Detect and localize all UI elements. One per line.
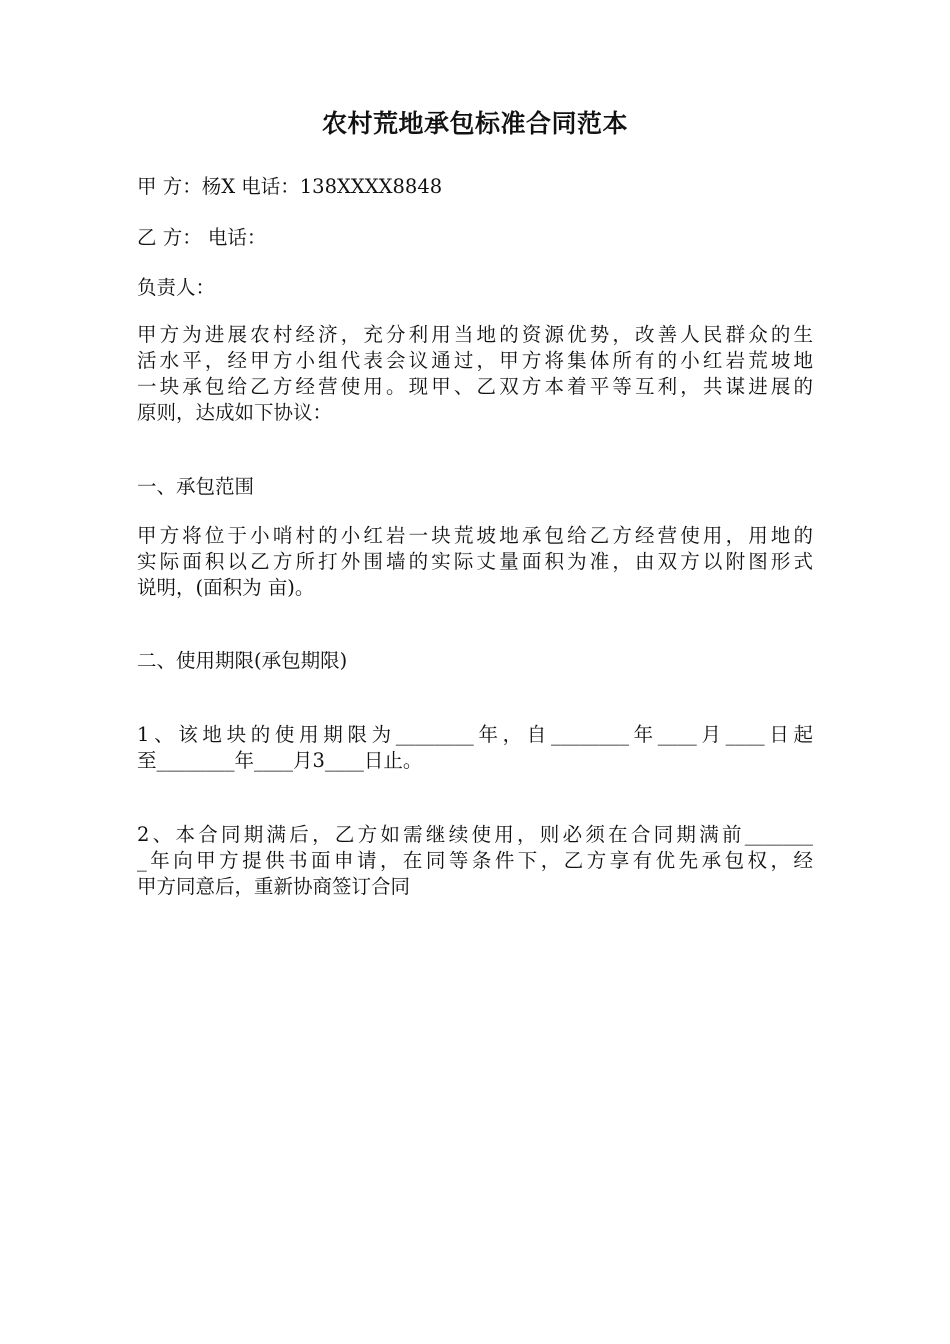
clause2-line: 2、本合同期满后，乙方如需继续使用，则必须在合同期满前_______ xyxy=(137,823,813,846)
clause2-line: 甲方同意后，重新协商签订合同 xyxy=(137,875,411,898)
clause1-line: 1、该地块的使用期限为________年，自________年____月____日起 xyxy=(137,723,813,746)
section1-heading: 一、承包范围 xyxy=(137,475,255,498)
party-a-line: 甲 方：杨X 电话：138XXXX8848 xyxy=(137,175,443,198)
intro-line: 原则，达成如下协议： xyxy=(137,401,333,424)
intro-paragraph xyxy=(137,322,813,426)
section1-line: 甲方将位于小哨村的小红岩一块荒坡地承包给乙方经营使用，用地的 xyxy=(137,524,813,547)
section2-heading: 二、使用期限(承包期限) xyxy=(137,649,348,672)
responsible-person-line: 负责人： xyxy=(137,276,216,299)
intro-line: 活水平，经甲方小组代表会议通过，甲方将集体所有的小红岩荒坡地 xyxy=(137,349,813,372)
intro-line: 一块承包给乙方经营使用。现甲、乙双方本着平等互利，共谋进展的 xyxy=(137,375,813,398)
party-b-line: 乙 方： 电话： xyxy=(137,226,267,249)
section1-line: 实际面积以乙方所打外围墙的实际丈量面积为准，由双方以附图形式 xyxy=(137,550,813,573)
intro-line: 甲方为进展农村经济，充分利用当地的资源优势，改善人民群众的生 xyxy=(137,323,813,346)
clause2-paragraph xyxy=(137,822,813,900)
clause1-paragraph xyxy=(137,722,813,774)
section1-line: 说明，(面积为 亩)。 xyxy=(137,576,315,599)
clause2-line: _年向甲方提供书面申请，在同等条件下，乙方享有优先承包权，经 xyxy=(137,849,813,872)
clause1-line: 至________年____月3____日止。 xyxy=(137,749,423,772)
document-title: 农村荒地承包标准合同范本 xyxy=(321,109,628,138)
section1-paragraph xyxy=(137,523,813,601)
